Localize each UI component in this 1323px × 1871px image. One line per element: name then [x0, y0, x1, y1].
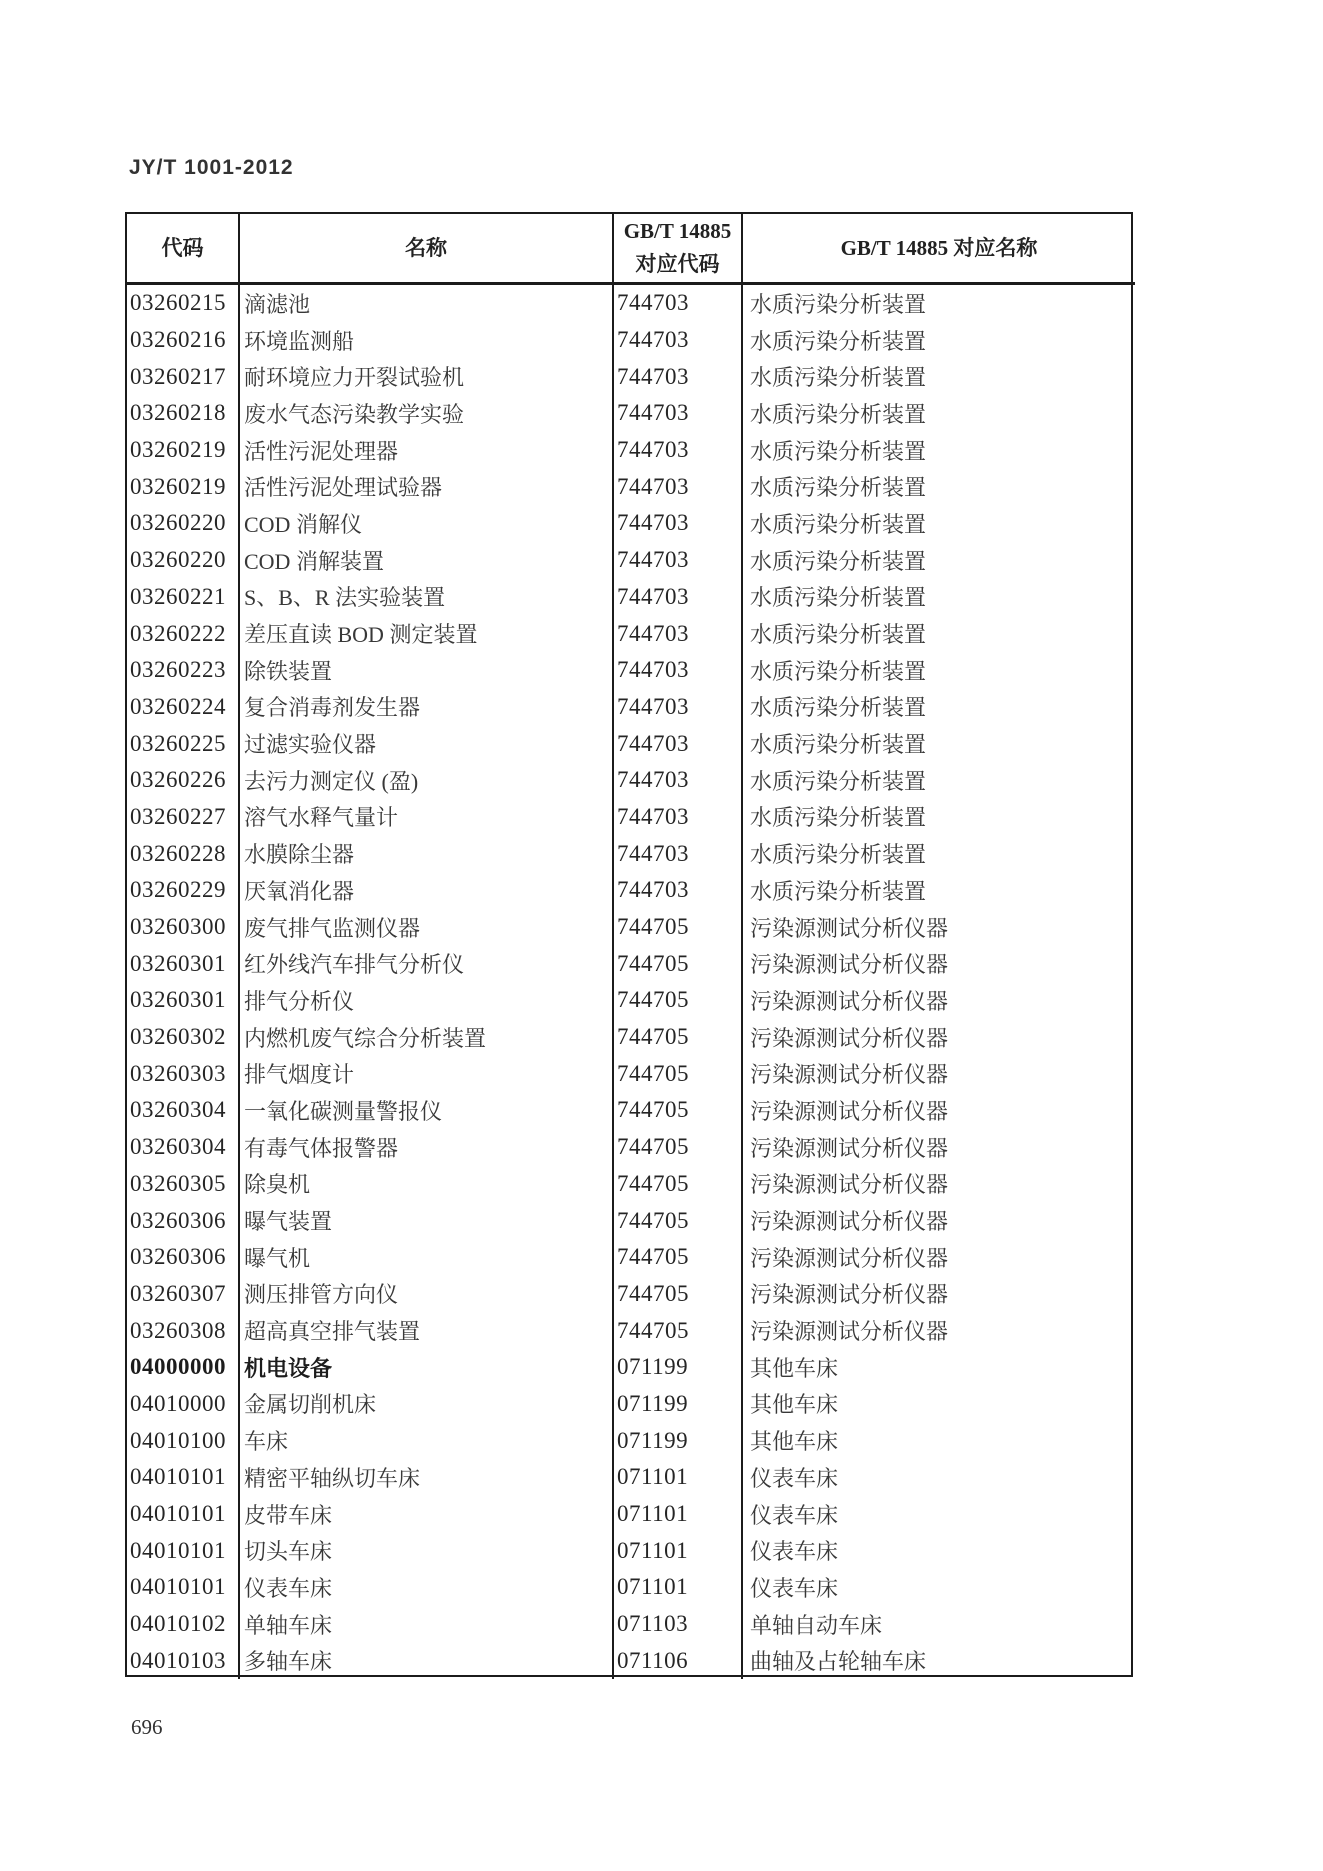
table-row-gbt-code: 744703: [614, 358, 743, 395]
table-row-gbt-name: 水质污染分析装置: [750, 768, 927, 794]
table-row-gbt-name: 水质污染分析装置: [750, 511, 927, 537]
table-row-code: 03260219: [127, 468, 240, 505]
table-row-code: 03260306: [127, 1202, 240, 1239]
table-row-gbt-code: 071106: [614, 1642, 743, 1679]
table-row-gbt-code: 744703: [614, 285, 743, 322]
table-row-gbt-code: 744705: [614, 1202, 743, 1239]
table-row-gbt-name: 其他车床: [750, 1429, 839, 1455]
table-row-gbt-code: 071101: [614, 1459, 743, 1496]
table-row-gbt-code: 071199: [614, 1349, 743, 1386]
table-row-code: 03260220: [127, 542, 240, 579]
table-row-code: 03260223: [127, 652, 240, 689]
table-row-gbt-name: 水质污染分析装置: [750, 475, 927, 501]
table-row-gbt-name: 污染源测试分析仪器: [750, 1245, 949, 1271]
table-row-code: 03260221: [127, 579, 240, 616]
table-row-gbt-code: 744703: [614, 395, 743, 432]
doc-number: JY/T 1001-2012: [129, 156, 294, 179]
table-row-name: 厌氧消化器: [240, 872, 614, 909]
table-row-gbt-name: 仪表车床: [750, 1575, 839, 1601]
table-row-code: 03260217: [127, 358, 240, 395]
table-row-name: 耐环境应力开裂试验机: [240, 358, 614, 395]
table-row-gbt-code: 744705: [614, 1166, 743, 1203]
table-row-gbt-code: 744703: [614, 762, 743, 799]
table-row-gbt-code: 744705: [614, 982, 743, 1019]
table-row-gbt-name: 水质污染分析装置: [750, 732, 927, 758]
table-row-name: 活性污泥处理器: [240, 432, 614, 469]
table-row-name: 内燃机废气综合分析装置: [240, 1019, 614, 1056]
table-row-name: 溶气水释气量计: [240, 799, 614, 836]
table-row-gbt-name: 单轴自动车床: [750, 1612, 883, 1638]
table-row-name: 红外线汽车排气分析仪: [240, 945, 614, 982]
table-row-code: 03260220: [127, 505, 240, 542]
table-row-name: 皮带车床: [240, 1496, 614, 1533]
table-row-gbt-name: 污染源测试分析仪器: [750, 988, 949, 1014]
table-row-name: 机电设备: [240, 1349, 614, 1386]
table-row-name: 废水气态污染教学实验: [240, 395, 614, 432]
table-row-code: 03260304: [127, 1092, 240, 1129]
table-row-code: 03260216: [127, 322, 240, 359]
table-row-name: 单轴车床: [240, 1606, 614, 1643]
table-row-gbt-code: 744703: [614, 579, 743, 616]
table-row-name: 有毒气体报警器: [240, 1129, 614, 1166]
table-row-gbt-code: 744703: [614, 468, 743, 505]
table-row-code: 04010103: [127, 1642, 240, 1679]
table-row-gbt-name: 其他车床: [750, 1355, 839, 1381]
table-row-code: 03260306: [127, 1239, 240, 1276]
table-row-gbt-code: 744705: [614, 1019, 743, 1056]
table-row-code: 04010101: [127, 1496, 240, 1533]
table-row-code: 03260215: [127, 285, 240, 322]
table-row-gbt-code: 744703: [614, 432, 743, 469]
table-row-gbt-code: 744703: [614, 505, 743, 542]
header-gbt-code: [614, 214, 743, 285]
table-row-name: 废气排气监测仪器: [240, 909, 614, 946]
table-row-gbt-name: 水质污染分析装置: [750, 585, 927, 611]
table-row-gbt-code: 744705: [614, 1312, 743, 1349]
table-row-name: 除铁装置: [240, 652, 614, 689]
table-row-gbt-name: 水质污染分析装置: [750, 328, 927, 354]
table-row-name: 多轴车床: [240, 1642, 614, 1679]
table-row-gbt-code: 744703: [614, 725, 743, 762]
table-row-code: 03260218: [127, 395, 240, 432]
table-row-gbt-code: 744705: [614, 1239, 743, 1276]
table-row-code: 03260229: [127, 872, 240, 909]
table-row-gbt-name: 其他车床: [750, 1392, 839, 1418]
table-row-code: 03260305: [127, 1166, 240, 1203]
table-row-name: COD 消解装置: [240, 542, 614, 579]
table-row-gbt-name: 水质污染分析装置: [750, 291, 927, 317]
table-row-code: 03260301: [127, 945, 240, 982]
table-row-gbt-name: 水质污染分析装置: [750, 658, 927, 684]
table-row-name: COD 消解仪: [240, 505, 614, 542]
table-row-gbt-code: 744703: [614, 835, 743, 872]
table-row-name: 除臭机: [240, 1166, 614, 1203]
table-row-gbt-code: 744703: [614, 652, 743, 689]
table-row-gbt-name: 污染源测试分析仪器: [750, 1062, 949, 1088]
table-row-gbt-code: 744703: [614, 689, 743, 726]
table-row-gbt-name: 曲轴及占轮轴车床: [750, 1649, 927, 1675]
table-row-gbt-name: 仪表车床: [750, 1502, 839, 1528]
table-row-gbt-code: 744703: [614, 799, 743, 836]
table-row-code: 04010101: [127, 1569, 240, 1606]
header-name: 名称: [240, 214, 614, 285]
table-row-gbt-code: 744703: [614, 615, 743, 652]
table-row-code: 03260219: [127, 432, 240, 469]
table-row-name: 曝气机: [240, 1239, 614, 1276]
table-row-gbt-code: 744705: [614, 945, 743, 982]
table-row-name: 去污力测定仪 (盈): [240, 762, 614, 799]
table-row-gbt-code: 071103: [614, 1606, 743, 1643]
table-row-name: 仪表车床: [240, 1569, 614, 1606]
header-gbt-code-line2: 对应代码: [635, 252, 720, 276]
table-row-code: 03260300: [127, 909, 240, 946]
table-row-gbt-name: 水质污染分析装置: [750, 365, 927, 391]
table-row-gbt-code: 744703: [614, 322, 743, 359]
table-row-gbt-name: 污染源测试分析仪器: [750, 1172, 949, 1198]
table-row-gbt-name: 污染源测试分析仪器: [750, 915, 949, 941]
table-row-name: 过滤实验仪器: [240, 725, 614, 762]
table-row-name: 差压直读 BOD 测定装置: [240, 615, 614, 652]
table-row-code: 03260228: [127, 835, 240, 872]
table-row-code: 03260304: [127, 1129, 240, 1166]
table-row-code: 03260222: [127, 615, 240, 652]
table-row-code: 03260307: [127, 1276, 240, 1313]
table-row-code: 04010101: [127, 1532, 240, 1569]
table-row-gbt-code: 744705: [614, 1276, 743, 1313]
table-row-name: 测压排管方向仪: [240, 1276, 614, 1313]
table-row-gbt-code: 744705: [614, 1055, 743, 1092]
table-row-name: S、B、R 法实验装置: [240, 579, 614, 616]
table-row-gbt-name: 仪表车床: [750, 1465, 839, 1491]
table-row-name: 排气分析仪: [240, 982, 614, 1019]
header-code: 代码: [127, 214, 240, 285]
table-row-code: 03260303: [127, 1055, 240, 1092]
table-row-gbt-name: 水质污染分析装置: [750, 622, 927, 648]
page-number: 696: [131, 1715, 163, 1739]
table-row-gbt-name: 仪表车床: [750, 1539, 839, 1565]
table-row-name: 超高真空排气装置: [240, 1312, 614, 1349]
table-row-gbt-code: 744705: [614, 1092, 743, 1129]
table-row-name: 复合消毒剂发生器: [240, 689, 614, 726]
table-row-code: 03260308: [127, 1312, 240, 1349]
table-row-gbt-name: 污染源测试分析仪器: [750, 952, 949, 978]
table-row-name: 一氧化碳测量警报仪: [240, 1092, 614, 1129]
table-row-gbt-name: 水质污染分析装置: [750, 805, 927, 831]
table-row-gbt-name: 污染源测试分析仪器: [750, 1025, 949, 1051]
table-row-name: 水膜除尘器: [240, 835, 614, 872]
table-row-name: 滴滤池: [240, 285, 614, 322]
table-row-gbt-code: 744705: [614, 909, 743, 946]
table-row-code: 03260302: [127, 1019, 240, 1056]
table-row-code: 04010101: [127, 1459, 240, 1496]
table-row-code: 03260225: [127, 725, 240, 762]
table-row-gbt-name: 污染源测试分析仪器: [750, 1209, 949, 1235]
table-row-name: 切头车床: [240, 1532, 614, 1569]
table-row-name: 车床: [240, 1422, 614, 1459]
table-row-code: 03260224: [127, 689, 240, 726]
table-row-gbt-name: 污染源测试分析仪器: [750, 1135, 949, 1161]
table-row-gbt-name: 水质污染分析装置: [750, 695, 927, 721]
table-row-code: 04010100: [127, 1422, 240, 1459]
code-mapping-table: [125, 212, 1133, 1677]
table-row-code: 03260226: [127, 762, 240, 799]
table-row-gbt-code: 744703: [614, 872, 743, 909]
table-row-code: 04010000: [127, 1386, 240, 1423]
table-row-gbt-name: 污染源测试分析仪器: [750, 1098, 949, 1124]
table-row-gbt-name: 水质污染分析装置: [750, 438, 927, 464]
table-row-gbt-name: 污染源测试分析仪器: [750, 1282, 949, 1308]
table-row-name: 环境监测船: [240, 322, 614, 359]
table-row-gbt-name: 水质污染分析装置: [750, 548, 927, 574]
table-row-gbt-code: 071199: [614, 1422, 743, 1459]
table-row-name: 金属切削机床: [240, 1386, 614, 1423]
table-row-code: 04010102: [127, 1606, 240, 1643]
table-row-name: 精密平轴纵切车床: [240, 1459, 614, 1496]
table-row-gbt-name: 水质污染分析装置: [750, 842, 927, 868]
table-row-gbt-code: 071199: [614, 1386, 743, 1423]
table-row-name: 曝气装置: [240, 1202, 614, 1239]
header-gbt-code-line1: GB/T 14885: [623, 219, 732, 244]
table-row-gbt-code: 071101: [614, 1569, 743, 1606]
header-gbt-name: GB/T 14885 对应名称: [743, 214, 1135, 285]
table-row-gbt-name: 水质污染分析装置: [750, 878, 927, 904]
table-row-gbt-name: 水质污染分析装置: [750, 401, 927, 427]
table-row-name: 活性污泥处理试验器: [240, 468, 614, 505]
table-row-code: 03260227: [127, 799, 240, 836]
table-row-code: 04000000: [127, 1349, 240, 1386]
table-row-gbt-code: 071101: [614, 1496, 743, 1533]
table-row-code: 03260301: [127, 982, 240, 1019]
table-row-gbt-code: 744703: [614, 542, 743, 579]
table-row-name: 排气烟度计: [240, 1055, 614, 1092]
table-row-gbt-code: 071101: [614, 1532, 743, 1569]
table-row-gbt-code: 744705: [614, 1129, 743, 1166]
table-row-gbt-name: 污染源测试分析仪器: [750, 1319, 949, 1345]
